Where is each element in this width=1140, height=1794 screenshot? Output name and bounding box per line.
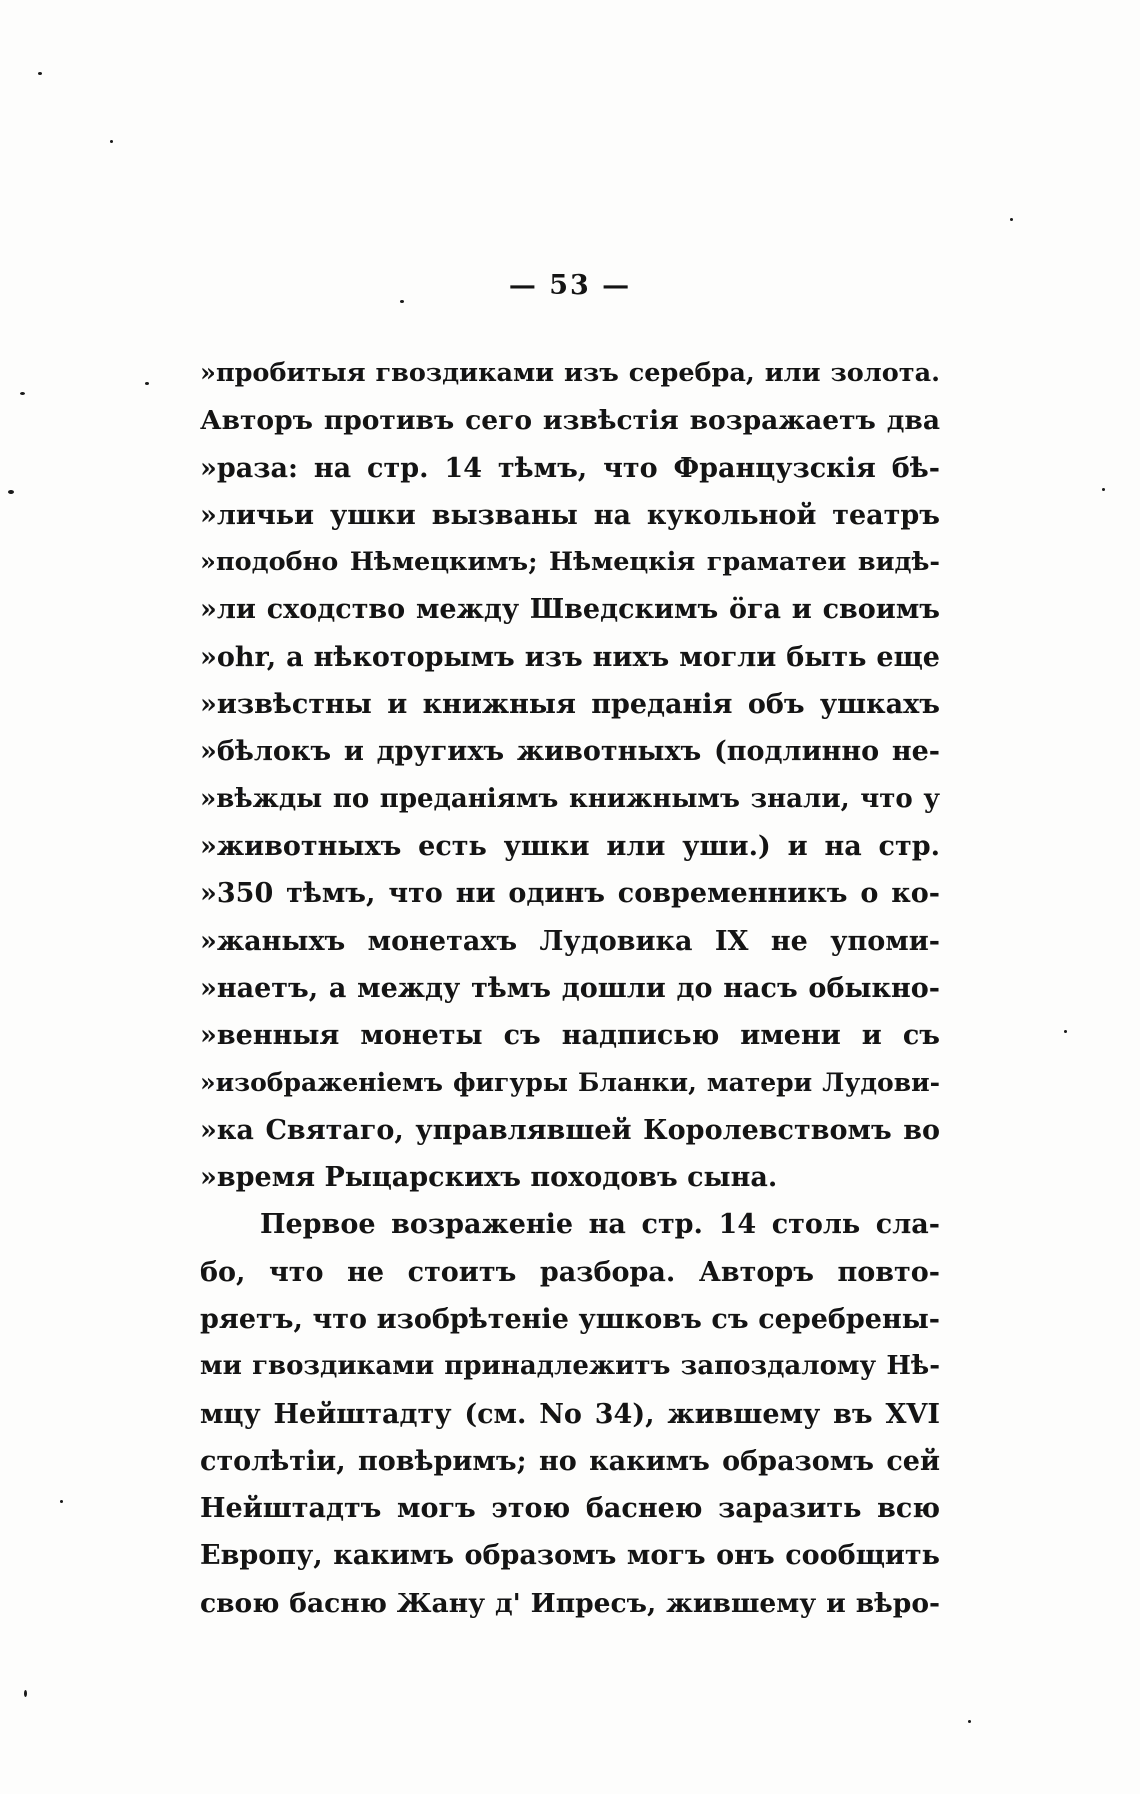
text-line: ряетъ, что изобрѣтеніе ушковъ съ серебрены- xyxy=(200,1303,940,1335)
scan-speck xyxy=(110,140,113,143)
text-line: »ohr, а нѣкоторымъ изъ нихъ могли быть еще xyxy=(200,641,940,673)
scan-speck xyxy=(968,1720,971,1723)
text-line: »ли сходство между Шведскимъ öга и своимъ xyxy=(200,594,940,626)
text-line: »раза: на стр. 14 тѣмъ, что Французскія бѣ- xyxy=(200,452,940,484)
text-line: свою басню Жану д' Ипресъ, жившему и вѣро- xyxy=(200,1587,940,1619)
text-line: »изображеніемъ фигуры Бланки, матери Лудови- xyxy=(200,1068,940,1098)
text-line: мцу Нейштадту (см. No 34), жившему въ XVI xyxy=(200,1398,940,1430)
text-line: »жаныхъ монетахъ Лудовика IX не упоми- xyxy=(200,925,940,957)
scan-speck xyxy=(1010,218,1013,221)
text-line: »наетъ, а между тѣмъ дошли до насъ обыкно- xyxy=(200,972,940,1004)
text-line: »подобно Нѣмецкимъ; Нѣмецкія граматеи видѣ- xyxy=(200,547,940,578)
text-line: столѣтіи, повѣримъ; но какимъ образомъ сей xyxy=(200,1445,940,1477)
text-line: »бѣлокъ и другихъ животныхъ (подлинно не- xyxy=(200,736,940,768)
text-line: »личьи ушки вызваны на кукольной театръ xyxy=(200,499,940,531)
scan-speck xyxy=(24,1690,27,1697)
text-line: »извѣстны и книжныя преданія объ ушкахъ xyxy=(200,689,940,721)
text-line: Авторъ противъ сего извѣстія возражаетъ два xyxy=(200,405,940,437)
scan-speck xyxy=(1102,488,1105,491)
text-line: »ка Святаго, управлявшей Королевствомъ во xyxy=(200,1114,940,1146)
scan-speck xyxy=(145,382,149,385)
text-line: Первое возраженіе на стр. 14 столь сла- xyxy=(260,1209,940,1241)
text-line: »вѣжды по преданіямъ книжнымъ знали, что у xyxy=(200,783,940,814)
scan-speck xyxy=(8,490,14,494)
text-line: Европу, какимъ образомъ могъ онъ сообщить xyxy=(200,1540,940,1572)
text-line: »350 тѣмъ, что ни одинъ современникъ о ко- xyxy=(200,878,940,910)
text-line: Нейштадтъ могъ этою баснею заразить всю xyxy=(200,1493,940,1525)
text-line: »венныя монеты съ надписью имени и съ xyxy=(200,1020,940,1052)
scan-speck xyxy=(20,392,25,395)
scan-speck xyxy=(38,72,42,75)
text-line: »время Рыцарскихъ походовъ сына. xyxy=(200,1162,778,1194)
text-line: ми гвоздиками принадлежитъ запоздалому Нѣ- xyxy=(200,1351,940,1382)
page-number: — 53 — xyxy=(508,270,632,301)
text-line: бо, что не стоитъ разбора. Авторъ повто- xyxy=(200,1256,940,1288)
body-text xyxy=(200,350,940,1627)
text-line: »животныхъ есть ушки или уши.) и на стр. xyxy=(200,830,940,862)
text-line: »пробитыя гвоздиками изъ серебра, или золота. xyxy=(200,358,940,388)
scan-speck xyxy=(60,1500,63,1503)
scan-speck xyxy=(1064,1030,1067,1033)
